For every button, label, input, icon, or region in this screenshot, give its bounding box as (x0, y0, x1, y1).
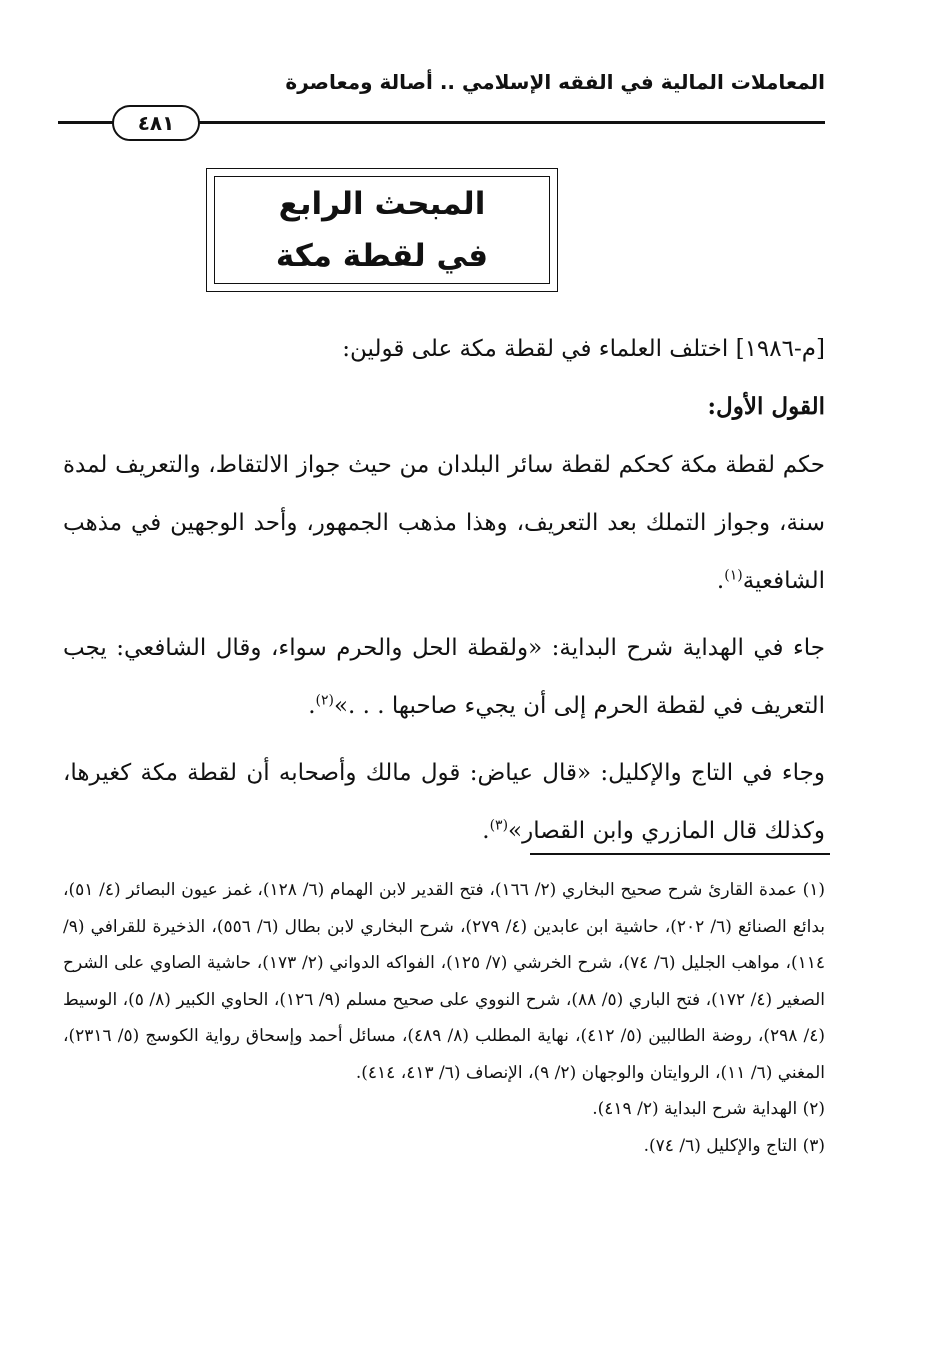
footnote-ref-2: (٢) (315, 692, 334, 709)
footnote-1: (١) عمدة القارئ شرح صحيح البخاري (٢/ ١٦٦)، فتح القدير لابن الهمام (٦/ ١٢٨)، غمز عيون البصائر (٤/ ٥١)، بدائع الصنائع (٦/ ٢٠٢)، حاشية ابن عابدين (٤/ ٢٧٩)، شرح البخاري لابن بطال (٦/ ٥٥٦)، الذخيرة للقرافي (٩/ ١١٤)، مواهب الجليل (٦/ ٧٤)، شرح الخرشي (٧/ ١٢٥)، الفواكه الدواني (٢/ ١٧٣)، حاشية الصاوي على الشرح الصغير (٤/ ١٧٢)، فتح الباري (٥/ ٨٨)، شرح النووي على صحيح مسلم (٩/ ١٢٦)، الحاوي الكبير (٨/ ٥)، الوسيط (٤/ ٢٩٨)، روضة الطالبين (٥/ ٤١٢)، نهاية المطلب (٨/ ٤٨٩)، مسائل أحمد وإسحاق رواية الكوسج (٥/ ٢٣١٦)، المغني (٦/ ١١)، الروايتان والوجهان (٢/ ٩)، الإنصاف (٦/ ٤١٣، ٤١٤). (63, 880, 826, 1083)
footnote-ref-1: (١) (724, 567, 743, 584)
paragraph-taj-text: وجاء في التاج والإكليل: «قال عياض: قول مالك وأصحابه أن لقطة مكة كغيرها، وكذلك قال المازري وابن القصار» (63, 760, 825, 844)
paragraph-hidaya-end: . (308, 693, 316, 719)
paragraph-hidaya-quote (63, 619, 825, 735)
paragraph-ruling (63, 436, 825, 610)
footnote-separator (530, 853, 830, 855)
footnote-3: (٣) التاج والإكليل (٦/ ٧٤). (643, 1135, 825, 1156)
paragraph-intro: [م-١٩٨٦] اختلف العلماء في لقطة مكة على قولين: (342, 336, 825, 362)
running-header-title: المعاملات المالية في الفقه الإسلامي .. أصالة ومعاصرة (285, 70, 825, 94)
paragraph-ruling-end: . (716, 568, 725, 594)
main-text (63, 320, 825, 860)
footnotes (63, 872, 825, 1164)
footnote-ref-3: (٣) (489, 817, 509, 834)
paragraph-ruling-text: حكم لقطة مكة كحكم لقطة سائر البلدان من حيث جواز الالتقاط، والتعريف لمدة سنة، وجواز التملك بعد التعريف، وهذا مذهب الجمهور، وأحد الوجهين في مذهب الشافعية (63, 452, 825, 594)
section-title-frame (214, 176, 550, 284)
section-title-box (206, 168, 558, 292)
first-opinion-heading: القول الأول: (707, 393, 825, 420)
section-title-line-1: المبحث الرابع (278, 186, 486, 222)
section-title-line-2: في لقطة مكة (275, 238, 489, 274)
footnote-2: (٢) الهداية شرح البداية (٢/ ٤١٩). (592, 1099, 825, 1119)
paragraph-hidaya-text: جاء في الهداية شرح البداية: «ولقطة الحل والحرم سواء، وقال الشافعي: يجب التعريف في لقطة الحرم إلى أن يجيء صاحبها . . .» (63, 635, 825, 719)
page-number: ٤٨١ (112, 105, 200, 141)
paragraph-taj-end: . (482, 818, 490, 844)
paragraph-taj-quote (63, 744, 825, 860)
